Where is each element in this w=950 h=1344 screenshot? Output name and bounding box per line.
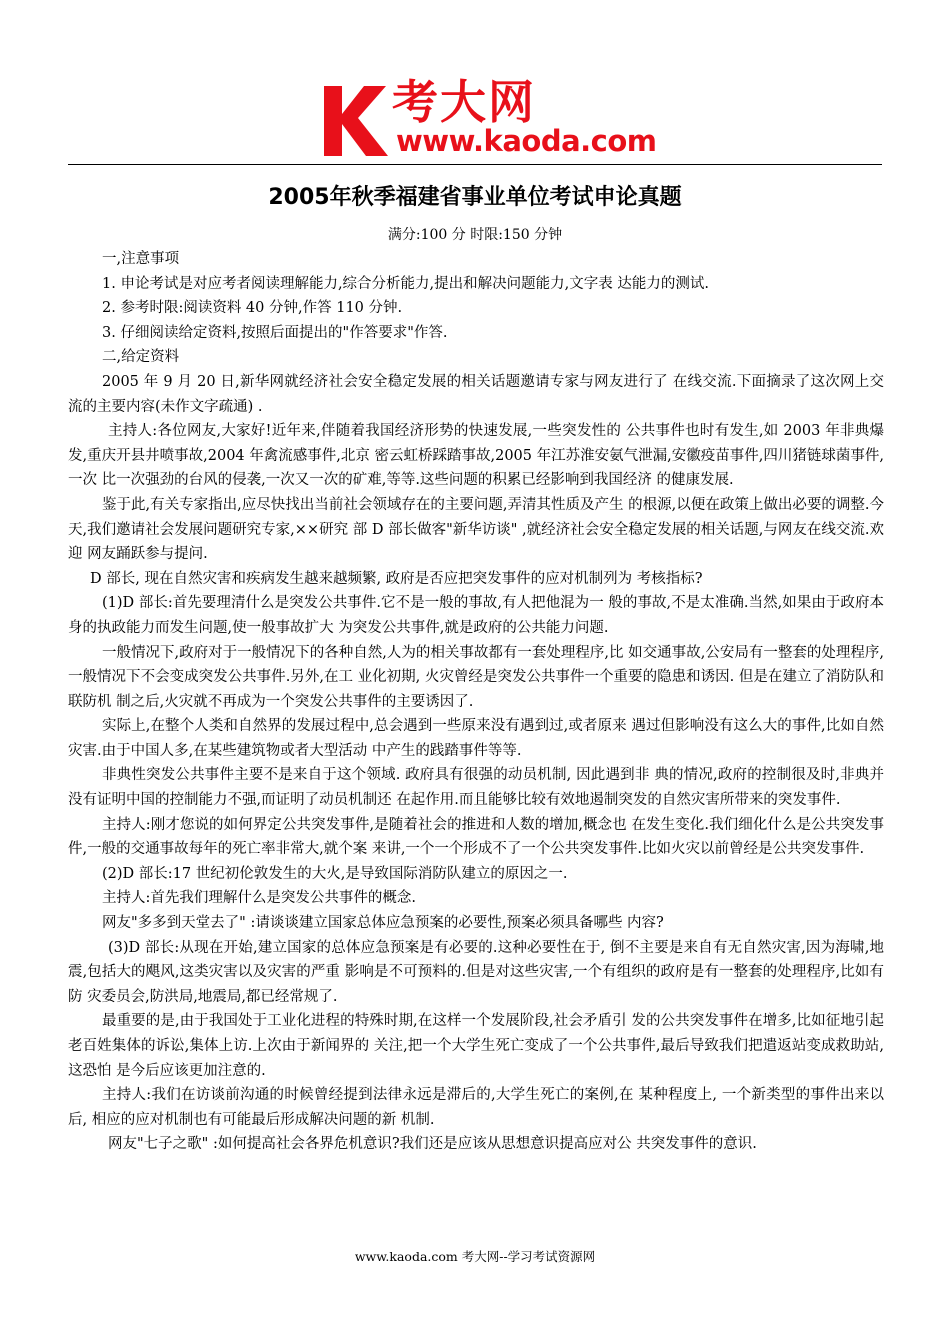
page-title: 2005年秋季福建省事业单位考试申论真题 [268, 185, 682, 210]
document-body [68, 247, 884, 1157]
paragraph: 主持人:刚才您说的如何界定公共突发事件,是随着社会的推进和人数的增加,概念也 在发生变化.我们细化什么是公共突发事件,一般的交通事故每年的死亡率非常大,就个案 来讲,一个一个形成不了一个公共突发事件.比如火灾以前曾经是公共突发事件. [68, 816, 884, 858]
paragraph: D 部长, 现在自然灾害和疾病发生越来越频繁, 政府是否应把突发事件的应对机制列为 考核指标? [90, 570, 703, 587]
logo-name: 考大网 [392, 75, 536, 129]
paragraph: (2)D 部长:17 世纪初伦敦发生的大火,是导致国际消防队建立的原因之一. [102, 865, 568, 882]
paragraph: 网友"多多到天堂去了" :请谈谈建立国家总体应急预案的必要性,预案必须具备哪些 内容? [102, 915, 664, 932]
section-heading: 二,给定资料 [102, 349, 180, 366]
paragraph: 2005 年 9 月 20 日,新华网就经济社会安全稳定发展的相关话题邀请专家与网友进行了 在线交流.下面摘录了这次网上交流的主要内容(未作文字疏通) . [68, 373, 884, 415]
logo-url: www.kaoda.com [396, 124, 657, 158]
notice-item: 3. 仔细阅读给定资料,按照后面提出的"作答要求"作答. [102, 324, 448, 341]
paragraph: (3)D 部长:从现在开始,建立国家的总体应急预案是有必要的.这种必要性在于, 倒不主要是来自有无自然灾害,因为海啸,地震,包括大的飓风,这类灾害以及灾害的严重 影响是不可预料的.但是对这些灾害,一个有组织的政府是有一整套的处理程序,比如有防 灾委员会,防洪局,地震局,都已经常规了. [68, 939, 884, 1005]
paragraph: 主持人:我们在访谈前沟通的时候曾经提到法律永远是滞后的,大学生死亡的案例,在 某种程度上, 一个新类型的事件出来以后, 相应的应对机制也有可能最后形成解决问题的新 机制. [68, 1087, 884, 1128]
paragraph: 鉴于此,有关专家指出,应尽快找出当前社会领域存在的主要问题,弄清其性质及产生 的根源,以便在政策上做出必要的调整.今天,我们邀请社会发展问题研究专家,××研究 部 D 部长做客"新华访谈" ,就经济社会安全稳定发展的相关话题,与网友在线交流.欢迎 网友踊跃参与提问. [68, 496, 884, 563]
notice-item: 1. 申论考试是对应考者阅读理解能力,综合分析能力,提出和解决问题能力,文字表 达能力的测试. [102, 275, 709, 292]
page-footer: www.kaoda.com 考大网--学习考试资源网 [354, 1249, 596, 1264]
notice-item: 2. 参考时限:阅读资料 40 分钟,作答 110 分钟. [102, 300, 403, 317]
section-heading: 一,注意事项 [102, 251, 180, 267]
paragraph: 实际上,在整个人类和自然界的发展过程中,总会遇到一些原来没有遇到过,或者原来 遇过但影响没有这么大的事件,比如自然灾害.由于中国人多,在某些建筑物或者大型活动 中产生的践踏事件等等. [68, 718, 884, 759]
paragraph: 最重要的是,由于我国处于工业化进程的特殊时期,在这样一个发展阶段,社会矛盾引 发的公共突发事件在增多,比如征地引起老百姓集体的诉讼,集体上访.上次由于新闻界的 关注,把一个大学生死亡变成了一个公共事件,最后导致我们把遣返站变成救助站,这恐怕 是今后应该更加注意的. [68, 1013, 884, 1079]
paragraph: 非典性突发公共事件主要不是来自于这个领域. 政府具有很强的动员机制, 因此遇到非 典的情况,政府的控制很及时,非典并没有证明中国的控制能力不强,而证明了动员机制还 在起作用.而且能够比较有效地遏制突发的自然灾害所带来的突发事件. [68, 767, 884, 809]
paragraph: (1)D 部长:首先要理清什么是突发公共事件.它不是一般的事故,有人把他混为一 般的事故,不是太准确.当然,如果由于政府本身的执政能力而发生问题,使一般事故扩大 为突发公共事件,就是政府的公共能力问题. [68, 595, 884, 636]
k-logo-icon [318, 80, 398, 160]
exam-info: 满分:100 分 时限:150 分钟 [387, 227, 563, 243]
paragraph: 主持人:各位网友,大家好!近年来,伴随着我国经济形势的快速发展,一些突发性的 公共事件也时有发生,如 2003 年非典爆发,重庆开县井喷事故,2004 年禽流感事件,北京 密云虹桥踩踏事故,2005 年江苏淮安氨气泄漏,安徽疫苗事件,四川猪链球菌事件,一次 比一次强劲的台风的侵袭,一次又一次的矿难,等等.这些问题的积累已经影响到我国经济 的健康发展. [68, 423, 884, 489]
paragraph: 一般情况下,政府对于一般情况下的各种自然,人为的相关事故都有一套处理程序,比 如交通事故,公安局有一整套的处理程序,一般情况下不会变成突发公共事件.另外,在工 业化初期, 火灾曾经是突发公共事件一个重要的隐患和诱因. 但是在建立了消防队和联防机 制之后,火灾就不再成为一个突发公共事件的主要诱因了. [68, 644, 884, 710]
site-logo[interactable] [318, 75, 657, 160]
header-divider [68, 164, 882, 165]
paragraph: 网友"七子之歌" :如何提高社会各界危机意识?我们还是应该从思想意识提高应对公 共突发事件的意识. [108, 1136, 757, 1153]
paragraph: 主持人:首先我们理解什么是突发公共事件的概念. [102, 890, 416, 907]
